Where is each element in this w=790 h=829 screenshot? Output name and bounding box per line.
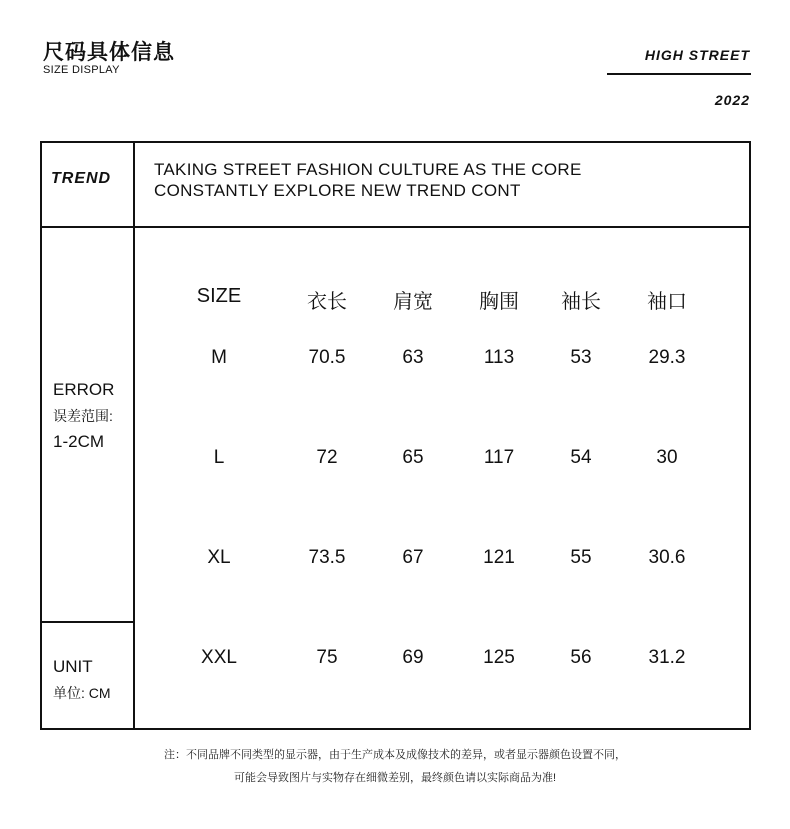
page-subtitle-en: SIZE DISPLAY [43,64,120,76]
footer-note-line-2: 可能会导致图片与实物存在细微差别，最终颜色请以实际商品为准! [233,772,557,784]
frame-vertical-divider [133,143,135,728]
error-label-cn: 误差范围: [53,408,113,424]
table-cell: 30.6 [648,547,686,568]
frame-left-divider [42,621,133,623]
table-cell: 30 [656,447,678,468]
table-cell: 31.2 [648,647,686,668]
brand-underline [607,73,751,75]
slogan [154,159,582,201]
table-cell: 73.5 [308,547,346,568]
page-title-cn: 尺码具体信息 [43,39,175,64]
size-cell: XXL [201,647,237,668]
size-cell: L [213,447,225,468]
error-note [53,377,114,455]
slogan-line-2: CONSTANTLY EXPLORE NEW TREND CONT [154,181,521,200]
size-chart-frame [40,141,751,730]
frame-top-divider [42,226,749,228]
column-header: 袖口 [647,291,687,313]
footer-note-line-1: 注：不同品牌不同类型的显示器，由于生产成本及成像技术的差异，或者显示器颜色设置不同， [164,749,626,761]
error-label-en: ERROR [53,380,115,399]
slogan-line-1: TAKING STREET FASHION CULTURE AS THE CORE [154,160,582,179]
table-cell: 56 [570,647,592,668]
table-cell: 117 [483,447,515,468]
table-cell: 70.5 [308,347,346,368]
table-cell: 54 [570,447,592,468]
table-cell: 72 [316,447,338,468]
table-cell: 63 [402,347,424,368]
table-cell: 65 [402,447,424,468]
size-cell: M [211,347,227,368]
table-cell: 29.3 [648,347,686,368]
table-cell: 69 [402,647,424,668]
column-header: 胸围 [479,291,519,313]
table-cell: 121 [483,547,515,568]
column-header: 袖长 [561,291,601,313]
unit-label-en: UNIT [53,657,93,676]
unit-note [53,654,111,706]
unit-label-cn: 单位: CM [53,685,111,701]
column-header: 衣长 [307,291,347,313]
table-cell: 55 [570,547,592,568]
column-header: 肩宽 [393,291,433,313]
column-header: SIZE [196,285,242,307]
table-cell: 53 [570,347,592,368]
table-cell: 125 [483,647,515,668]
brand-label: HIGH STREET [644,47,750,63]
table-cell: 113 [483,347,515,368]
trend-label: TREND [51,170,112,187]
table-cell: 75 [316,647,338,668]
table-cell: 67 [402,547,424,568]
year-label: 2022 [714,92,750,108]
error-range: 1-2CM [53,432,105,451]
size-cell: XL [207,547,231,568]
